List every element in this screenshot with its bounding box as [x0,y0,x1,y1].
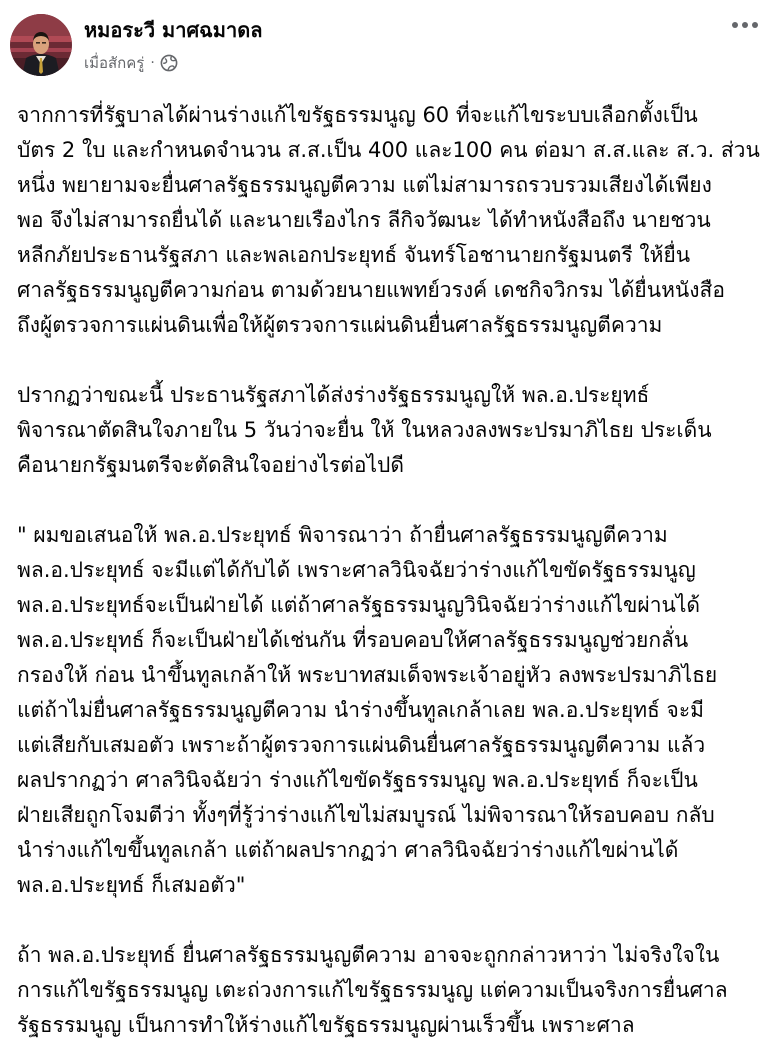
text-line: พล.อ.ประยุทธ์ จะมีแต่ได้กับได้ เพราะศาลวินิจฉัยว่าร่างแก้ไขขัดรัฐธรรมนูญ [17,558,696,582]
meta-separator: · [150,55,155,71]
text-line: แต่ถ้าไม่ยื่นศาลรัฐธรรมนูญตีความ นำร่างขึ้นทูลเกล้าเลย พล.อ.ประยุทธ์ จะมี [17,698,704,722]
text-line: พอ จึงไม่สามารถยื่นได้ และนายเรืองไกร ลีกิจวัฒนะ ได้ทำหนังสือถึง นายชวน [17,208,711,232]
text-line: พล.อ.ประยุทธ์จะเป็นฝ่ายได้ แต่ถ้าศาลรัฐธรรมนูญวินิจฉัยว่าร่างแก้ไขผ่านได้ [17,593,701,617]
text-line: คือนายกรัฐมนตรีจะตัดสินใจอย่างไรต่อไปดี [17,453,404,477]
text-line: ปรากฏว่าขณะนี้ ประธานรัฐสภาได้ส่งร่างรัฐธรรมนูญให้ พล.อ.ประยุทธ์ [17,383,650,407]
text-line: ผลปรากฏว่า ศาลวินิจฉัยว่า ร่างแก้ไขขัดรัฐธรรมนูญ พล.อ.ประยุทธ์ ก็จะเป็น [17,768,698,792]
text-line: พล.อ.ประยุทธ์ ก็เสมอตัว" [17,873,246,897]
text-line: กรองให้ ก่อน นำขึ้นทูลเกล้าให้ พระบาทสมเด็จพระเจ้าอยู่หัว ลงพระปรมาภิไธย [17,663,718,687]
post-meta [84,52,178,74]
paragraph-gap [17,903,775,938]
paragraph-gap [17,343,775,378]
post-header [0,0,775,90]
author-name[interactable]: หมอระวี มาศฉมาดล [84,18,263,42]
text-line: รัฐธรรมนูญ เป็นการทำให้ร่างแก้ไขรัฐธรรมนูญผ่านเร็วขึ้น เพราะศาล [17,1013,635,1037]
text-line: จากการที่รัฐบาลได้ผ่านร่างแก้ไขรัฐธรรมนูญ 60 ที่จะแก้ไขระบบเลือกตั้งเป็น [17,103,698,127]
text-line: ฝ่ายเสียถูกโจมตีว่า ทั้งๆที่รู้ว่าร่างแก้ไขไม่สมบูรณ์ ไม่พิจารณาให้รอบคอบ กลับ [17,803,715,827]
post-paragraph-1 [17,98,775,343]
text-line: ศาลรัฐธรรมนูญตีความก่อน ตามด้วยนายแพทย์วรงค์ เดชกิจวิกรม ได้ยื่นหนังสือ [17,278,725,302]
post-timestamp[interactable]: เมื่อสักครู่ [84,54,145,72]
text-line: แต่เสียกับเสมอตัว เพราะถ้าผู้ตรวจการแผ่นดินยื่นศาลรัฐธรรมนูญตีความ แล้ว [17,733,706,757]
post-text [17,98,775,1043]
text-line: หนึ่ง พยายามจะยื่นศาลรัฐธรรมนูญตีความ แต่ไม่สามารถรวบรวมเสียงได้เพียง [17,173,712,197]
text-line: ถึงผู้ตรวจการแผ่นดินเพื่อให้ผู้ตรวจการแผ่นดินยื่นศาลรัฐธรรมนูญตีความ [17,313,663,337]
more-options-button[interactable] [725,12,765,38]
text-line: ถ้า พล.อ.ประยุทธ์ ยื่นศาลรัฐธรรมนูญตีความ อาจจะถูกกล่าวหาว่า ไม่จริงใจใน [17,943,720,967]
text-line: " ผมขอเสนอให้ พล.อ.ประยุทธ์ พิจารณาว่า ถ้ายื่นศาลรัฐธรรมนูญตีความ [17,523,668,547]
more-horizontal-icon [731,21,759,29]
post-paragraph-2 [17,378,775,483]
text-line: บัตร 2 ใบ และกำหนดจำนวน ส.ส.เป็น 400 และ100 คน ต่อมา ส.ส.และ ส.ว. ส่วน [17,138,760,162]
avatar-image [10,14,72,76]
text-line: พล.อ.ประยุทธ์ ก็จะเป็นฝ่ายได้เช่นกัน ที่รอบคอบให้ศาลรัฐธรรมนูญช่วยกลั่น [17,628,689,652]
paragraph-gap [17,483,775,518]
text-line: นำร่างแก้ไขขึ้นทูลเกล้า แต่ถ้าผลปรากฏว่า ศาลวินิจฉัยว่าร่างแก้ไขผ่านได้ [17,838,679,862]
post-paragraph-3 [17,518,775,903]
text-line: การแก้ไขรัฐธรรมนูญ เตะถ่วงการแก้ไขรัฐธรรมนูญ แต่ความเป็นจริงการยื่นศาล [17,978,728,1002]
globe-icon[interactable] [160,54,178,72]
text-line: หลีกภัยประธานรัฐสภา และพลเอกประยุทธ์ จันทร์โอชานายกรัฐมนตรี ให้ยื่น [17,243,691,267]
text-line: พิจารณาตัดสินใจภายใน 5 วันว่าจะยื่น ให้ ในหลวงลงพระปรมาภิไธย ประเด็น [17,418,712,442]
author-avatar[interactable] [10,14,72,76]
post-paragraph-4 [17,938,775,1043]
